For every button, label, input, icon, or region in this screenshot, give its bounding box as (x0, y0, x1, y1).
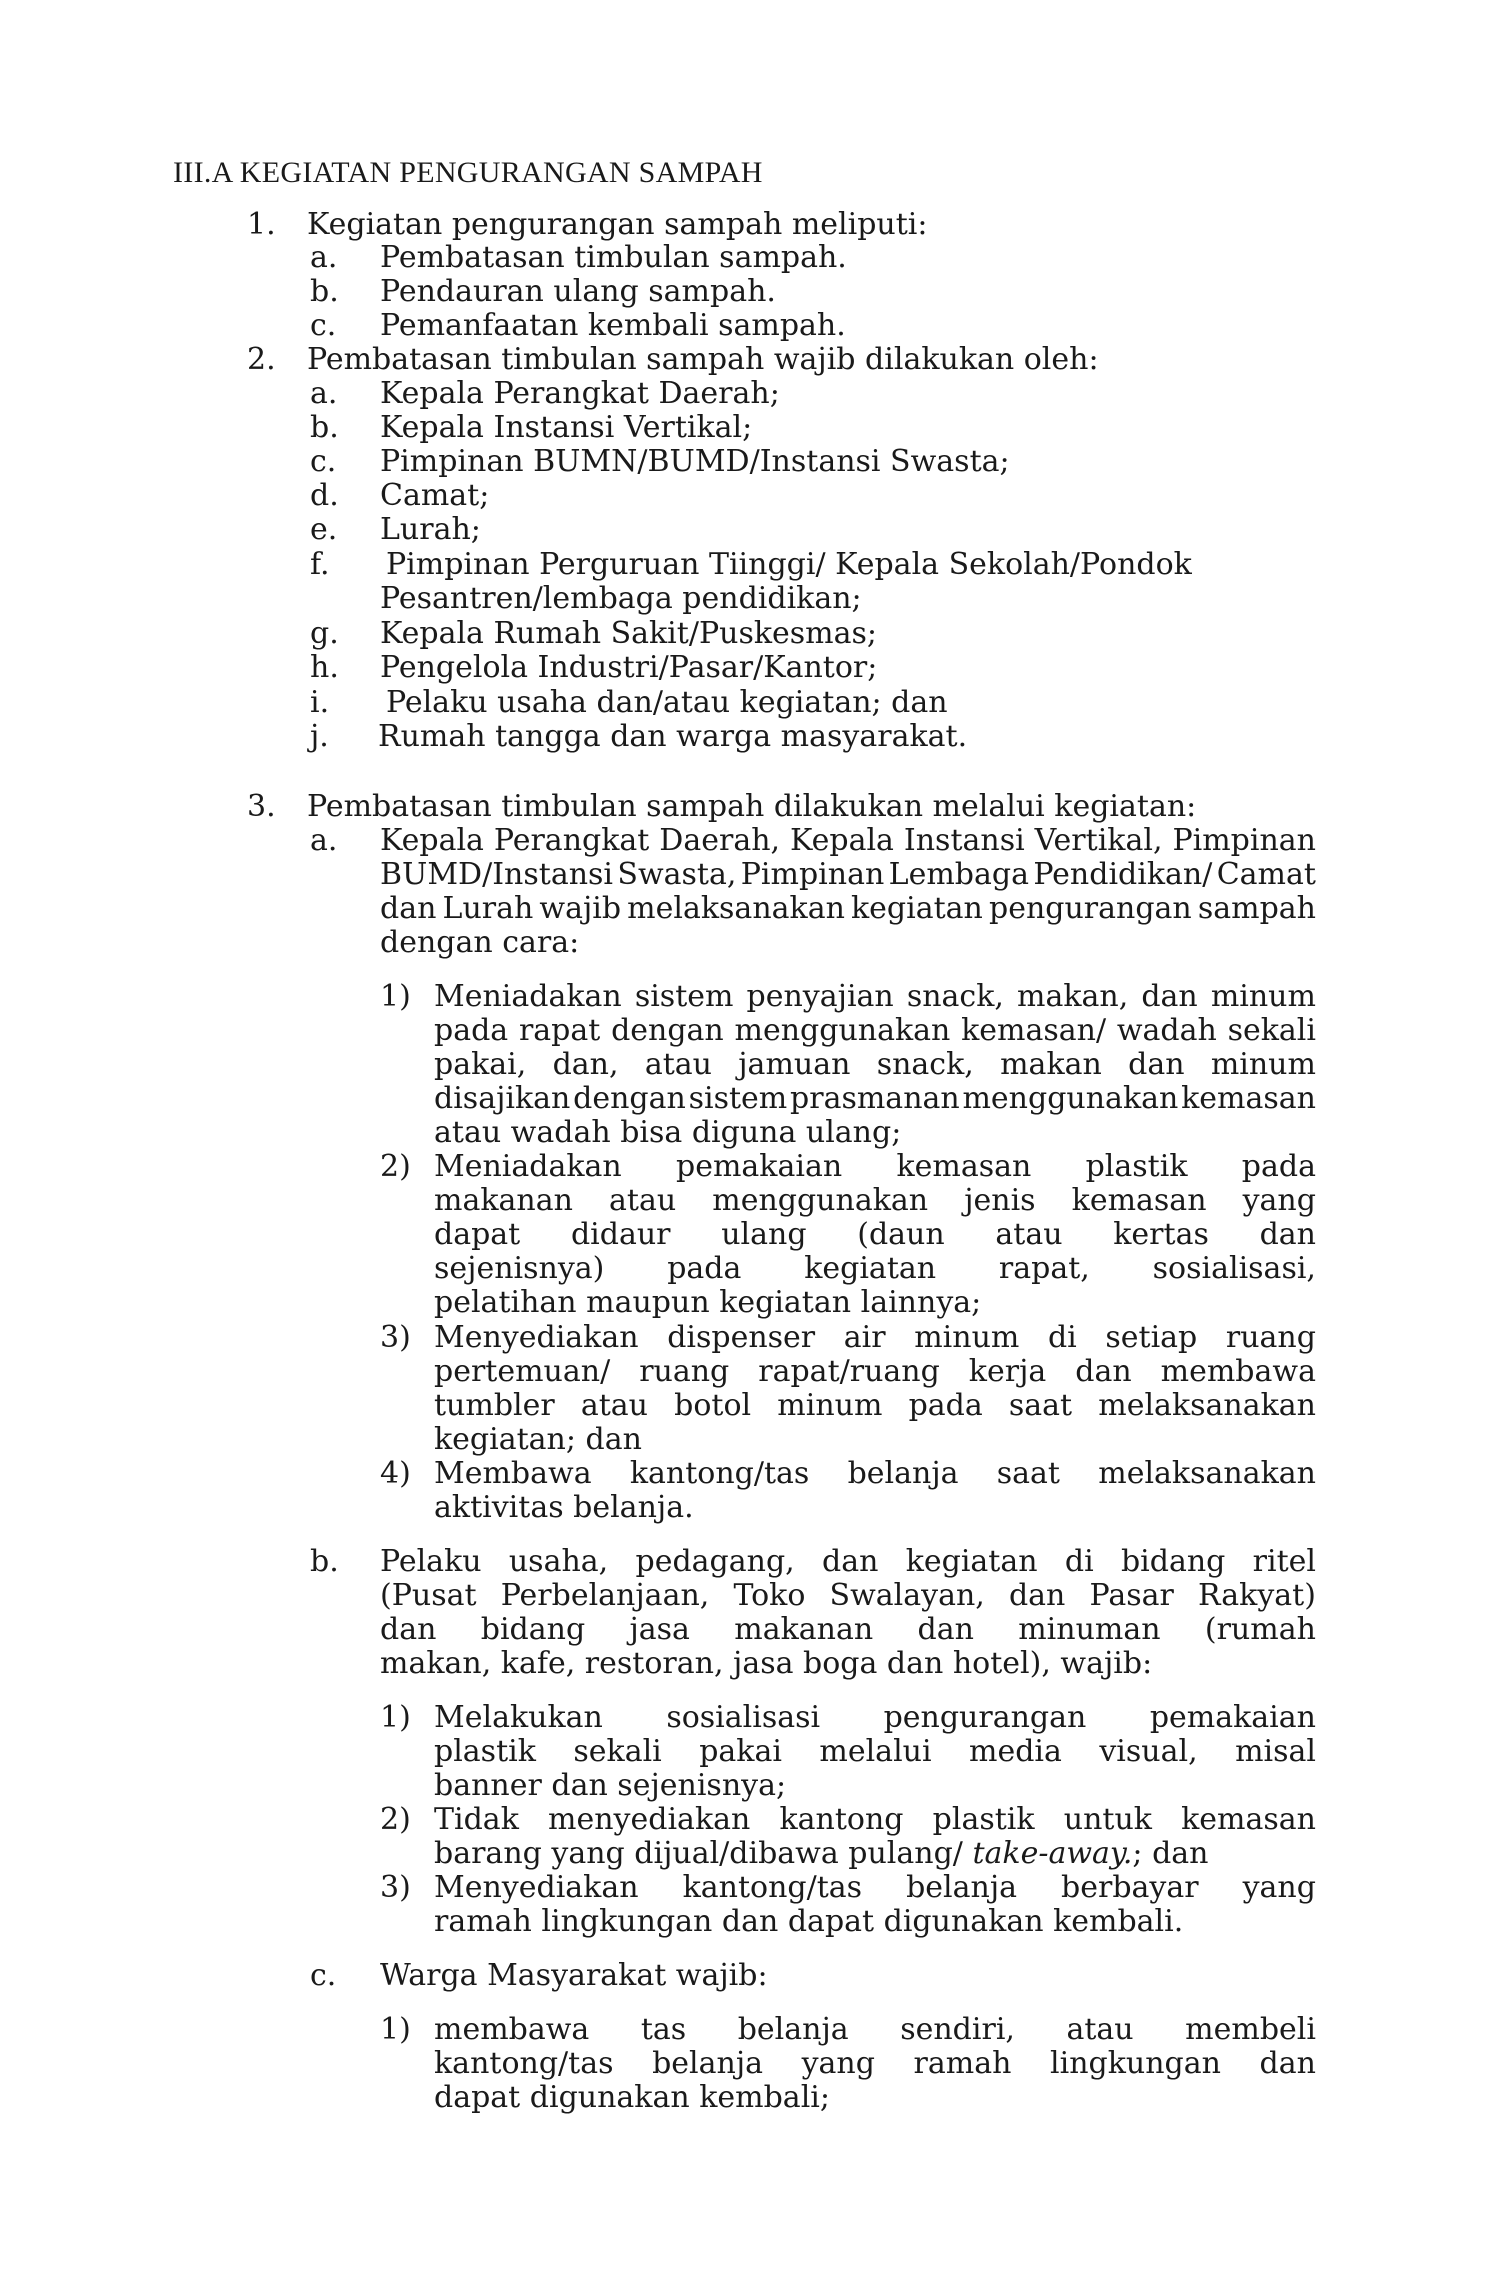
word: Melakukan (434, 1700, 603, 1735)
word: kegiatan (804, 1251, 937, 1286)
word: didaur (570, 1217, 671, 1252)
item-3a-text-line (380, 892, 1316, 926)
word: sendiri, (900, 2012, 1015, 2047)
word: Pimpinan (1172, 823, 1316, 858)
word: pemakaian (676, 1149, 843, 1184)
word: kemasan (1181, 1802, 1316, 1837)
item-2f-text-line1: Pimpinan Perguruan Tiinggi/ Kepala Sekolah/Pondok (386, 547, 1192, 582)
word: atau (995, 1217, 1063, 1252)
word: pedagang, (635, 1544, 795, 1579)
item-3b2-label: 2) (380, 1802, 411, 1837)
word: membeli (1185, 2012, 1316, 2047)
item-1-number: 1. (247, 207, 276, 242)
word: dan (380, 891, 437, 926)
word: untuk (1063, 1802, 1152, 1837)
word: ramah (913, 2046, 1012, 2081)
word: atau (644, 1047, 712, 1082)
word: kegiatan (851, 891, 983, 926)
word: belanja (737, 2012, 849, 2047)
word: kemasan (896, 1149, 1032, 1184)
item-3a2-label: 2) (380, 1149, 411, 1184)
word: dan (1128, 1047, 1185, 1082)
word: dan (1075, 1354, 1132, 1389)
item-2e-text: Lurah; (380, 512, 481, 547)
word: atau (580, 1388, 649, 1423)
word: media (969, 1734, 1062, 1769)
word: Swasta, (617, 857, 737, 892)
item-3a3-text-line (434, 1321, 1316, 1355)
item-2a-label: a. (310, 376, 338, 411)
word: Rakyat) (1198, 1578, 1316, 1613)
item-3a1-text-line: atau wadah bisa diguna ulang; (434, 1115, 902, 1150)
item-3a2-text-line (434, 1252, 1316, 1286)
item-3b1-text-line (434, 1735, 1316, 1769)
item-3b-text-line: makan, kafe, restoran, jasa boga dan hotel), wajib: (380, 1646, 1153, 1681)
word: Lurah (442, 891, 534, 926)
word: dengan (611, 1013, 724, 1048)
word: dan (1008, 1578, 1066, 1613)
item-2h-label: h. (310, 650, 339, 685)
item-2d-text: Camat; (380, 478, 490, 513)
item-2f-label: f. (310, 547, 330, 582)
word: Swalayan, (829, 1578, 985, 1613)
item-3b3-label: 3) (380, 1870, 411, 1905)
word: Pelaku (380, 1544, 482, 1579)
item-2g-text: Kepala Rumah Sakit/Puskesmas; (380, 616, 878, 651)
item-3a3-text-line: kegiatan; dan (434, 1422, 642, 1457)
item-3b-label: b. (310, 1544, 339, 1579)
word: setiap (1105, 1320, 1198, 1355)
word: dan (821, 1544, 879, 1579)
item-2-number: 2. (247, 342, 276, 377)
word: misal (1235, 1734, 1316, 1769)
word: penyajian (746, 979, 894, 1014)
item-3b1-label: 1) (380, 1700, 411, 1735)
word: sekali (1227, 1013, 1316, 1048)
word: minum (777, 1388, 883, 1423)
item-3a2-text-line: pelatihan maupun kegiatan lainnya; (434, 1285, 982, 1320)
word: ulang (721, 1217, 807, 1252)
item-3a4-text-line: aktivitas belanja. (434, 1490, 694, 1525)
word: tumbler (434, 1388, 555, 1423)
word: pada (908, 1388, 983, 1423)
word: kemasan (1181, 1081, 1316, 1116)
word: sosialisasi (666, 1700, 821, 1735)
word: pada (1241, 1149, 1316, 1184)
word: tas (640, 2012, 687, 2047)
word: makanan (434, 1183, 573, 1218)
item-3a-text-line: dengan cara: (380, 925, 580, 960)
word: minum (914, 1320, 1020, 1355)
word: rapat, (998, 1251, 1090, 1286)
word: lingkungan (1050, 2046, 1221, 2081)
word: kerja (968, 1354, 1047, 1389)
item-3a-text-line (380, 824, 1316, 858)
take-away-term: take-away. (972, 1836, 1133, 1871)
word: yang (1242, 1870, 1316, 1905)
item-3c1-label: 1) (380, 2012, 411, 2047)
word: Perbelanjaan, (500, 1578, 710, 1613)
item-2g-label: g. (310, 616, 339, 651)
word: jamuan (738, 1047, 851, 1082)
item-3c1-text-line: dapat digunakan kembali; (434, 2080, 830, 2115)
word: wajib (539, 891, 622, 926)
word: Camat (1216, 857, 1316, 892)
item-3b-text-line (380, 1579, 1316, 1613)
word: Toko (733, 1578, 806, 1613)
word: dan (1141, 979, 1198, 1014)
item-3c-label: c. (310, 1958, 337, 1993)
item-3b3-text-line: ramah lingkungan dan dapat digunakan kembali. (434, 1904, 1184, 1939)
item-3a2-text-line (434, 1184, 1316, 1218)
word: ruang (1225, 1320, 1316, 1355)
word: jasa (629, 1612, 690, 1647)
word: sejenisnya) (434, 1251, 605, 1286)
item-3c1-text-line (434, 2047, 1316, 2081)
word: Pendidikan/ (1033, 857, 1213, 892)
word: sistem (688, 1081, 788, 1116)
word: Kepala (380, 823, 484, 858)
item-2j-text: Rumah tangga dan warga masyarakat. (378, 719, 968, 754)
item-2b-label: b. (310, 410, 339, 445)
word: menggunakan (712, 1183, 929, 1218)
word: yang (801, 2046, 875, 2081)
item-2f-text-line2: Pesantren/lembaga pendidikan; (380, 581, 862, 616)
word: Perangkat (493, 823, 650, 858)
item-2-text: Pembatasan timbulan sampah wajib dilakukan oleh: (307, 342, 1099, 377)
word: snack, (876, 1047, 974, 1082)
word: sistem (634, 979, 734, 1014)
item-3a4-label: 4) (380, 1456, 411, 1491)
word: plastik (434, 1734, 536, 1769)
word: Kepala (790, 823, 894, 858)
word: pengurangan (883, 1700, 1087, 1735)
item-2c-label: c. (310, 444, 337, 479)
word: minum (1210, 1047, 1316, 1082)
item-2c-text: Pimpinan BUMN/BUMD/Instansi Swasta; (380, 444, 1010, 479)
word: dan (380, 1612, 437, 1647)
item-3b2-text-pre: barang yang dijual/dibawa pulang/ (434, 1836, 973, 1871)
word: Lembaga (888, 857, 1029, 892)
word: yang (1242, 1183, 1316, 1218)
word: Meniadakan (434, 979, 622, 1014)
word: rapat/ruang (758, 1354, 940, 1389)
word: bidang (480, 1612, 586, 1647)
word: prasmanan (790, 1081, 960, 1116)
word: makan, (1017, 979, 1129, 1014)
word: Pasar (1089, 1578, 1174, 1613)
word: Instansi (903, 823, 1025, 858)
word: air (843, 1320, 886, 1355)
word: kemasan (1071, 1183, 1207, 1218)
word: pemakaian (1149, 1700, 1316, 1735)
item-3c1-text-line (434, 2013, 1316, 2047)
word: (Pusat (380, 1578, 477, 1613)
word: Daerah, (659, 823, 781, 858)
word: minuman (1018, 1612, 1161, 1647)
word: melaksanakan (1098, 1456, 1316, 1491)
word: makanan (734, 1612, 874, 1647)
word: pada (667, 1251, 742, 1286)
word: dapat (434, 1217, 521, 1252)
word: menyediakan (548, 1802, 751, 1837)
word: dan (1259, 2046, 1316, 2081)
word: membawa (434, 2012, 590, 2047)
word: kantong (779, 1802, 904, 1837)
item-3a-text-line (380, 858, 1316, 892)
item-3b1-text-line: banner dan sejenisnya; (434, 1768, 787, 1803)
word: melalui (819, 1734, 932, 1769)
item-3a3-text-line (434, 1389, 1316, 1423)
word: atau (609, 1183, 677, 1218)
item-3b1-text-line (434, 1701, 1316, 1735)
word: plastik (932, 1802, 1035, 1837)
item-2d-label: d. (310, 478, 339, 513)
item-3a3-label: 3) (380, 1320, 411, 1355)
word: plastik (1085, 1149, 1188, 1184)
item-3a1-text-line (434, 980, 1316, 1014)
word: melaksanakan (1098, 1388, 1316, 1423)
item-3b-text-line (380, 1613, 1316, 1647)
word: pakai (699, 1734, 782, 1769)
word: dispenser (667, 1320, 816, 1355)
word: (rumah (1204, 1612, 1316, 1647)
item-1b-text: Pendauran ulang sampah. (380, 274, 776, 309)
item-3-text: Pembatasan timbulan sampah dilakukan melalui kegiatan: (307, 789, 1197, 824)
item-3-number: 3. (247, 789, 276, 824)
word: di (1047, 1320, 1077, 1355)
word: membawa (1160, 1354, 1316, 1389)
word: menggunakan (962, 1081, 1179, 1116)
item-2e-label: e. (310, 512, 338, 547)
word: jenis (964, 1183, 1036, 1218)
word: disajikan (434, 1081, 571, 1116)
item-3a1-text-line (434, 1082, 1316, 1116)
word: di (1064, 1544, 1094, 1579)
word: snack, (906, 979, 1004, 1014)
item-3b3-text-line (434, 1871, 1316, 1905)
item-3b2-text-line (434, 1803, 1316, 1837)
item-1a-label: a. (310, 240, 338, 275)
word: BUMD/Instansi (380, 857, 614, 892)
word: berbayar (1061, 1870, 1199, 1905)
item-2i-text: Pelaku usaha dan/atau kegiatan; dan (386, 685, 948, 720)
item-3a3-text-line (434, 1355, 1316, 1389)
word: dan, (552, 1047, 619, 1082)
item-3b2-text-line2 (434, 1837, 1208, 1871)
word: atau (1066, 2012, 1134, 2047)
word: Menyediakan (434, 1320, 639, 1355)
item-3b-text-line (380, 1545, 1316, 1579)
word: wadah (1116, 1013, 1217, 1048)
word: sosialisasi, (1152, 1251, 1316, 1286)
item-2a-text: Kepala Perangkat Daerah; (380, 376, 780, 411)
item-3b2-text-post: ; dan (1132, 1836, 1209, 1871)
item-2b-text: Kepala Instansi Vertikal; (380, 410, 753, 445)
item-2h-text: Pengelola Industri/Pasar/Kantor; (380, 650, 878, 685)
word: sampah (1197, 891, 1316, 926)
item-1c-label: c. (310, 308, 337, 343)
word: ruang (639, 1354, 730, 1389)
word: kemasan/ (961, 1013, 1107, 1048)
word: Pimpinan (740, 857, 885, 892)
word: pada (434, 1013, 509, 1048)
word: (daun (857, 1217, 945, 1252)
word: ritel (1252, 1544, 1316, 1579)
word: melaksanakan (627, 891, 845, 926)
word: kantong/tas (629, 1456, 810, 1491)
word: Tidak (434, 1802, 519, 1837)
word: Meniadakan (434, 1149, 622, 1184)
word: dengan (573, 1081, 686, 1116)
word: makan (1000, 1047, 1102, 1082)
section-heading: III.A KEGIATAN PENGURANGAN SAMPAH (173, 156, 763, 189)
item-2i-label: i. (310, 685, 330, 720)
word: belanja (906, 1870, 1018, 1905)
item-3a2-text-line (434, 1150, 1316, 1184)
item-1-text: Kegiatan pengurangan sampah meliputi: (307, 207, 928, 242)
word: pakai, (434, 1047, 527, 1082)
item-3a1-text-line (434, 1014, 1316, 1048)
item-1a-text: Pembatasan timbulan sampah. (380, 240, 847, 275)
word: Membawa (434, 1456, 592, 1491)
item-3a-label: a. (310, 823, 338, 858)
word: Menyediakan (434, 1870, 639, 1905)
item-3a4-text-line (434, 1457, 1316, 1491)
word: saat (996, 1456, 1060, 1491)
item-3a1-text-line (434, 1048, 1316, 1082)
item-3a1-label: 1) (380, 979, 411, 1014)
item-3a2-text-line (434, 1218, 1316, 1252)
item-2j-label: j. (310, 719, 329, 754)
word: rapat (518, 1013, 601, 1048)
word: sekali (573, 1734, 662, 1769)
item-1c-text: Pemanfaatan kembali sampah. (380, 308, 846, 343)
word: dan (1259, 1217, 1316, 1252)
word: botol (674, 1388, 752, 1423)
word: kantong/tas (682, 1870, 863, 1905)
word: menggunakan (734, 1013, 951, 1048)
word: Vertikal, (1034, 823, 1163, 858)
word: belanja (847, 1456, 959, 1491)
word: usaha, (508, 1544, 609, 1579)
item-3c-text: Warga Masyarakat wajib: (380, 1958, 768, 1993)
word: kantong/tas (434, 2046, 614, 2081)
word: visual, (1099, 1734, 1198, 1769)
word: pengurangan (988, 891, 1192, 926)
word: pertemuan/ (434, 1354, 611, 1389)
item-1b-label: b. (310, 274, 339, 309)
word: kertas (1113, 1217, 1209, 1252)
word: bidang (1120, 1544, 1226, 1579)
word: kegiatan (905, 1544, 1038, 1579)
word: belanja (652, 2046, 764, 2081)
word: dan (917, 1612, 974, 1647)
word: minum (1210, 979, 1316, 1014)
word: saat (1008, 1388, 1073, 1423)
